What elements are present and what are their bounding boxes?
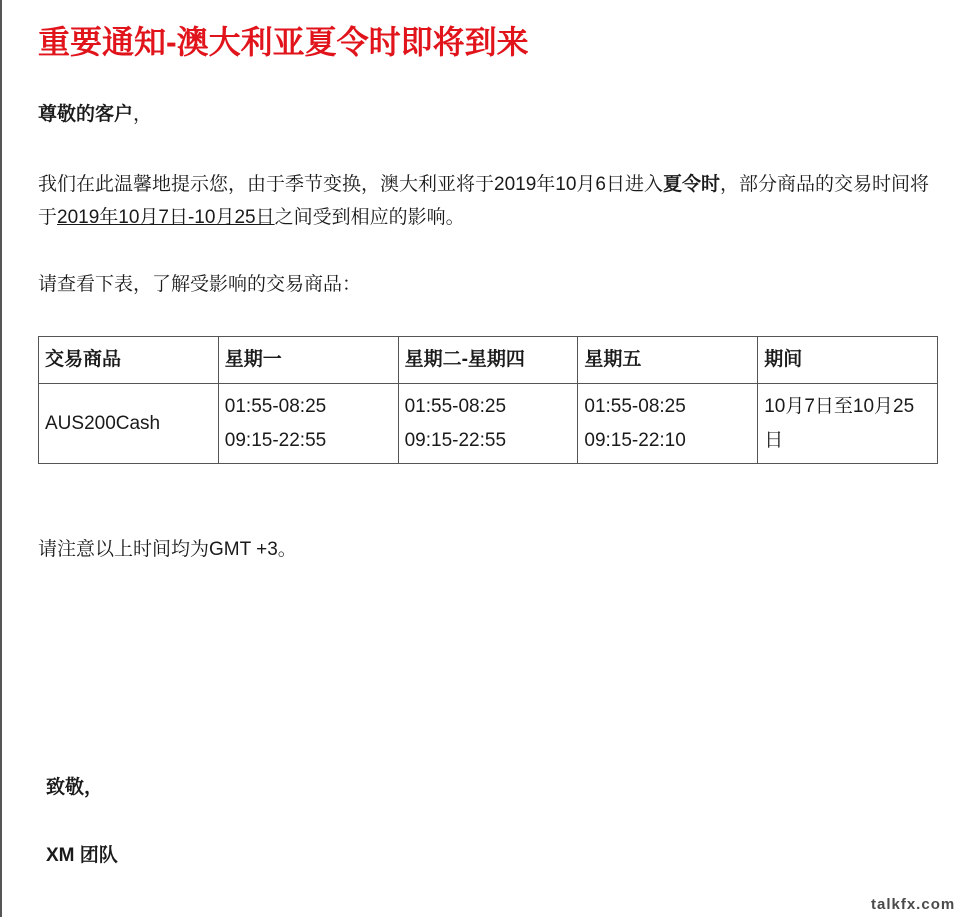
affected-period: 2019年10月7日-10月25日 <box>57 207 275 228</box>
monday-session-1: 01:55-08:25 <box>224 396 327 417</box>
trading-hours-table <box>38 336 938 464</box>
salutation-name: 尊敬的客户 <box>38 104 134 125</box>
paragraph-part1: 我们在此温馨地提示您，由于季节变换，澳大利亚将于2019年10月6日进入 <box>38 174 663 195</box>
tue-thu-session-2: 09:15-22:55 <box>404 430 507 451</box>
friday-session-2: 09:15-22:10 <box>584 430 686 451</box>
header-friday: 星期五 <box>578 337 758 384</box>
paragraph-part3: 之间受到相应的影响。 <box>274 207 465 228</box>
friday-session-1: 01:55-08:25 <box>584 396 686 417</box>
table-row <box>39 384 938 464</box>
header-symbol: 交易商品 <box>39 337 219 384</box>
cell-period <box>758 384 938 464</box>
notice-title: 重要通知-澳大利亚夏令时即将到来 <box>38 24 529 60</box>
salutation <box>38 101 152 129</box>
closing-regards: 致敬， <box>46 777 104 798</box>
cell-symbol: AUS200Cash <box>39 384 219 464</box>
table-header-row <box>39 337 938 384</box>
header-period: 期间 <box>758 337 938 384</box>
header-tue-thu: 星期二-星期四 <box>398 337 578 384</box>
cell-monday <box>218 384 398 464</box>
team-signature: XM 团队 <box>46 845 118 866</box>
notice-paragraph <box>38 168 938 234</box>
cell-tue-thu <box>398 384 578 464</box>
period-line-2: 日 <box>764 430 784 451</box>
dst-term: 夏令时 <box>662 174 720 195</box>
watermark: talkfx.com <box>871 896 956 913</box>
see-table-text: 请查看下表，了解受影响的交易商品： <box>38 274 362 295</box>
period-line-1: 10月7日至10月25 <box>764 396 915 417</box>
gmt-note: 请注意以上时间均为GMT +3。 <box>38 539 297 560</box>
cell-friday <box>578 384 758 464</box>
paragraph-part2: ，部分商品的交易时间将于 <box>38 174 930 228</box>
left-border <box>0 0 2 917</box>
tue-thu-session-1: 01:55-08:25 <box>404 396 507 417</box>
salutation-punct: ， <box>133 104 153 125</box>
header-monday: 星期一 <box>218 337 398 384</box>
monday-session-2: 09:15-22:55 <box>224 430 327 451</box>
